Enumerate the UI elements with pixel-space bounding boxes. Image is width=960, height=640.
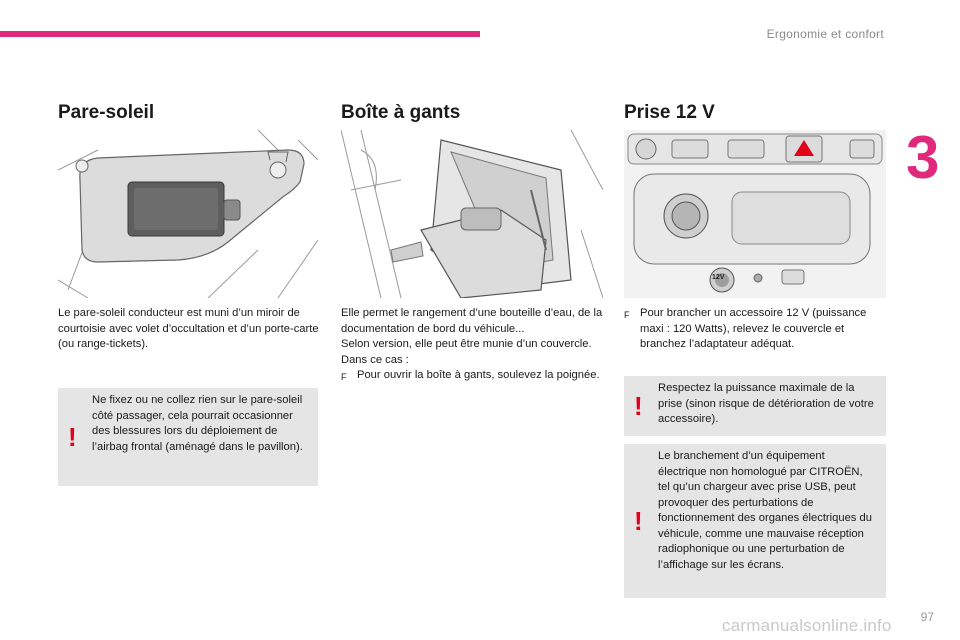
paragraph: Le pare-soleil conducteur est muni d’un miroir de courtoisie avec volet d’occultation et d’un porte-carte (ou range-tickets). [58, 307, 319, 350]
section-title-12v-socket: Prise 12 V [624, 102, 715, 123]
warning-icon: ! [634, 391, 643, 421]
warning-box-socket-power [624, 376, 886, 436]
section-title-glove-box: Boîte à gants [341, 102, 461, 123]
page-number: 97 [920, 610, 934, 624]
glove-box-illustration [341, 130, 603, 298]
glove-box-description [341, 306, 603, 386]
bullet-text: Pour ouvrir la boîte à gants, soulevez la poignée. [357, 369, 600, 381]
watermark: carmanualsonline.info [722, 616, 892, 635]
chapter-title: Ergonomie et confort [766, 27, 884, 41]
sun-visor-description [58, 306, 320, 353]
paragraph: Selon version, elle peut être munie d’un couvercle. Dans ce cas : [341, 338, 592, 366]
list-item [341, 368, 603, 386]
paragraph: Elle permet le rangement d’une bouteille d’eau, de la documentation de bord du véhicule... [341, 307, 603, 335]
12v-socket-description [624, 306, 886, 353]
warning-text: Respectez la puissance maximale de la prise (sinon risque de détérioration de votre accessoire). [658, 382, 874, 425]
chapter-number: 3 [906, 124, 940, 191]
header-accent-bar [0, 31, 480, 37]
warning-text: Le branchement d’un équipement électrique non homologué par CITROËN, tel qu’un chargeur avec prise USB, peut provoquer des perturbations de fonctionnement des organes électriques du véhicule, comme une mauvaise réception radiophonique ou une perturbation de l’affichage sur les écrans. [658, 450, 872, 571]
warning-box-socket-equipment [624, 444, 886, 598]
list-item [624, 306, 886, 353]
warning-icon: ! [634, 506, 643, 536]
12v-socket-illustration [624, 130, 886, 298]
section-title-sun-visor: Pare-soleil [58, 102, 155, 123]
bullet-marker: F [341, 372, 347, 382]
warning-icon: ! [68, 422, 77, 452]
bullet-text: Pour brancher un accessoire 12 V (puissance maxi : 120 Watts), relevez le couvercle et branchez l’adaptateur adéquat. [640, 307, 867, 350]
warning-box-sun-visor [58, 388, 318, 486]
socket-label: 12V [712, 274, 725, 281]
bullet-marker: F [624, 310, 630, 320]
sun-visor-illustration [58, 130, 318, 298]
warning-text: Ne fixez ou ne collez rien sur le pare-soleil côté passager, cela pourrait occasionner des blessures lors du déploiement de l’airbag frontal (aménagé dans le pavillon). [92, 394, 303, 453]
